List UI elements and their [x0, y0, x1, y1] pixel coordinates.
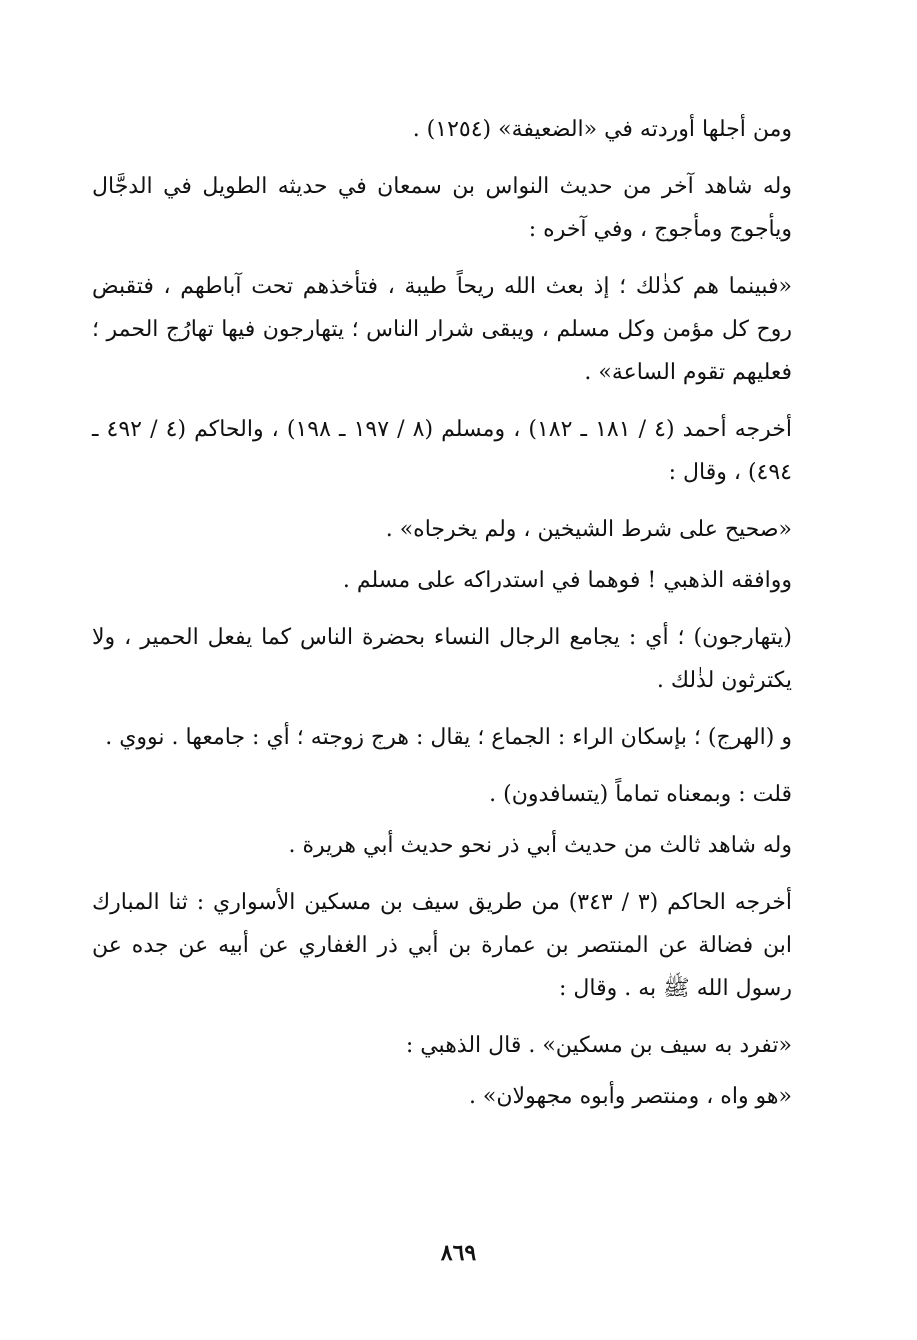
paragraph-3: «فبينما هم كذٰلك ؛ إذ بعث الله ريحاً طيبة ، فتأخذهم تحت آباطهم ، فتقبض روح كل مؤمن وكل مسلم ، ويبقى شرار الناس ؛ يتهارجون فيها تهارُج الحمر ؛ فعليهم تقوم الساعة» . — [92, 274, 792, 385]
paragraph-12: «تفرد به سيف بن مسكين» . قال الذهبي : — [405, 1033, 792, 1058]
paragraph-13: «هو واه ، ومنتصر وأبوه مجهولان» . — [468, 1084, 792, 1109]
paragraph-6: ووافقه الذهبي ! فوهما في استدراكه على مسلم . — [342, 568, 792, 593]
paragraph-1: ومن أجلها أوردته في «الضعيفة» (١٢٥٤) . — [412, 117, 792, 142]
page-body — [92, 108, 832, 1132]
paragraph-11: أخرجه الحاكم (٣ / ٣٤٣) من طريق سيف بن مسكين الأسواري : ثنا المبارك ابن فضالة عن المنتصر بن عمارة بن أبي ذر الغفاري عن أبيه عن جده عن رسول الله ﷺ به . وقال : — [92, 890, 792, 1001]
paragraph-5: «صحيح على شرط الشيخين ، ولم يخرجاه» . — [385, 517, 792, 542]
paragraph-2: وله شاهد آخر من حديث النواس بن سمعان في حديثه الطويل في الدجَّال ويأجوج ومأجوج ، وفي آخره : — [92, 174, 792, 242]
paragraph-7: (يتهارجون) ؛ أي : يجامع الرجال النساء بحضرة الناس كما يفعل الحمير ، ولا يكترثون لذٰلك . — [92, 625, 792, 693]
paragraph-4: أخرجه أحمد (٤ / ١٨١ ـ ١٨٢) ، ومسلم (٨ / ١٩٧ ـ ١٩٨) ، والحاكم (٤ / ٤٩٢ ـ ٤٩٤) ، وقال : — [92, 417, 792, 485]
page-number: ٨٦٩ — [440, 1240, 477, 1266]
paragraph-8: و (الهرج) ؛ بإسكان الراء : الجماع ؛ يقال : هرج زوجته ؛ أي : جامعها . نووي . — [105, 725, 792, 750]
paragraph-10: وله شاهد ثالث من حديث أبي ذر نحو حديث أبي هريرة . — [288, 833, 792, 858]
paragraph-9: قلت : وبمعناه تماماً (يتسافدون) . — [489, 782, 792, 807]
